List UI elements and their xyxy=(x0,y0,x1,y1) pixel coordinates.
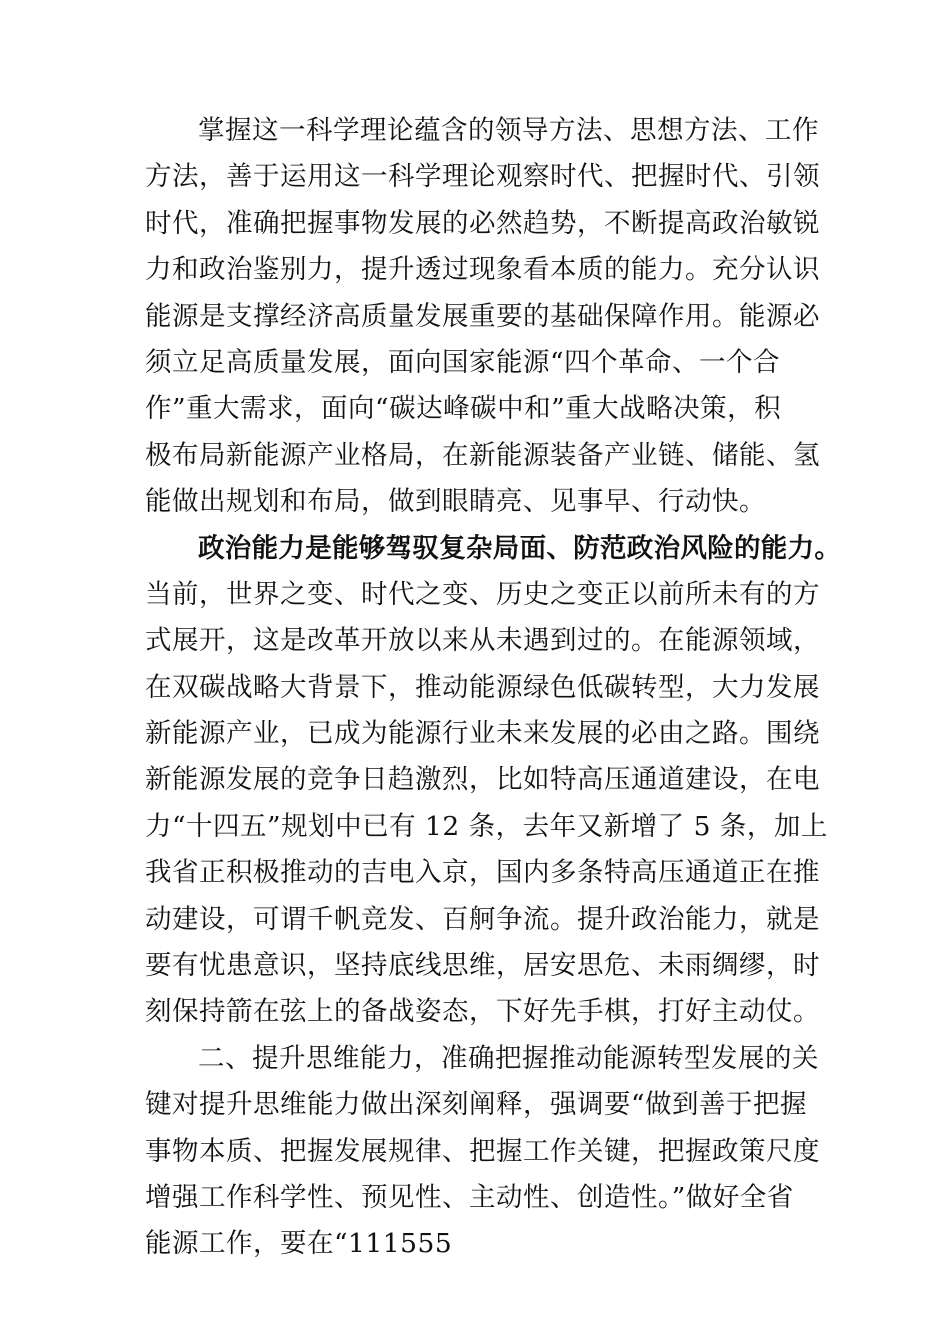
text-line: 作”重大需求，面向“碳达峰碳中和”重大战略决策，积 xyxy=(145,393,782,425)
text-line: 当前，世界之变、时代之变、历史之变正以前所未有的方 xyxy=(145,578,820,610)
text-line: 增强工作科学性、预见性、主动性、创造性。”做好全省 xyxy=(145,1181,794,1213)
text-line: 掌握这一科学理论蕴含的领导方法、思想方法、工作 xyxy=(198,115,819,146)
text-line: 能源工作，要在“111555 xyxy=(145,1228,453,1260)
text-line: 极布局新能源产业格局，在新能源装备产业链、储能、氢 xyxy=(145,439,820,471)
bold-heading-line: 政治能力是能够驾驭复杂局面、防范政治风险的能力。 xyxy=(198,532,842,564)
text-line: 方法，善于运用这一科学理论观察时代、把握时代、引领 xyxy=(145,161,820,193)
text-line: 键对提升思维能力做出深刻阐释，强调要“做到善于把握 xyxy=(145,1089,808,1121)
text-line: 在双碳战略大背景下，推动能源绿色低碳转型，大力发展 xyxy=(145,671,820,703)
text-line: 动建设，可谓千帆竞发、百舸争流。提升政治能力，就是 xyxy=(145,903,820,935)
text-line: 力和政治鉴别力，提升透过现象看本质的能力。充分认识 xyxy=(145,254,820,286)
text-line: 二、提升思维能力，准确把握推动能源转型发展的关 xyxy=(198,1042,819,1074)
document-body xyxy=(145,108,842,1268)
text-line: 新能源发展的竞争日趋激烈，比如特高压通道建设，在电 xyxy=(145,764,820,796)
text-line: 能做出规划和布局，做到眼睛亮、见事早、行动快。 xyxy=(145,486,766,518)
text-line: 时代，准确把握事物发展的必然趋势，不断提高政治敏锐 xyxy=(145,207,820,239)
paragraph-3 xyxy=(145,1036,820,1268)
text-line: 能源是支撑经济高质量发展重要的基础保障作用。能源必 xyxy=(145,300,820,332)
text-line: 须立足高质量发展，面向国家能源“四个革命、一个合 xyxy=(145,346,781,378)
paragraph-2 xyxy=(145,526,842,1036)
text-line: 我省正积极推动的吉电入京，国内多条特高压通道正在推 xyxy=(145,857,820,889)
text-line: 要有忧患意识，坚持底线思维，居安思危、未雨绸缪，时 xyxy=(145,950,820,982)
paragraph-1 xyxy=(145,108,820,526)
text-line: 刻保持箭在弦上的备战姿态，下好先手棋，打好主动仗。 xyxy=(145,996,820,1028)
text-line: 力“十四五”规划中已有 12 条，去年又新增了 5 条，加上 xyxy=(145,810,828,842)
text-line: 式展开，这是改革开放以来从未遇到过的。在能源领域， xyxy=(145,625,820,657)
text-line: 事物本质、把握发展规律、把握工作关键，把握政策尺度 xyxy=(145,1135,820,1167)
text-line: 新能源产业，已成为能源行业未来发展的必由之路。围绕 xyxy=(145,718,820,750)
